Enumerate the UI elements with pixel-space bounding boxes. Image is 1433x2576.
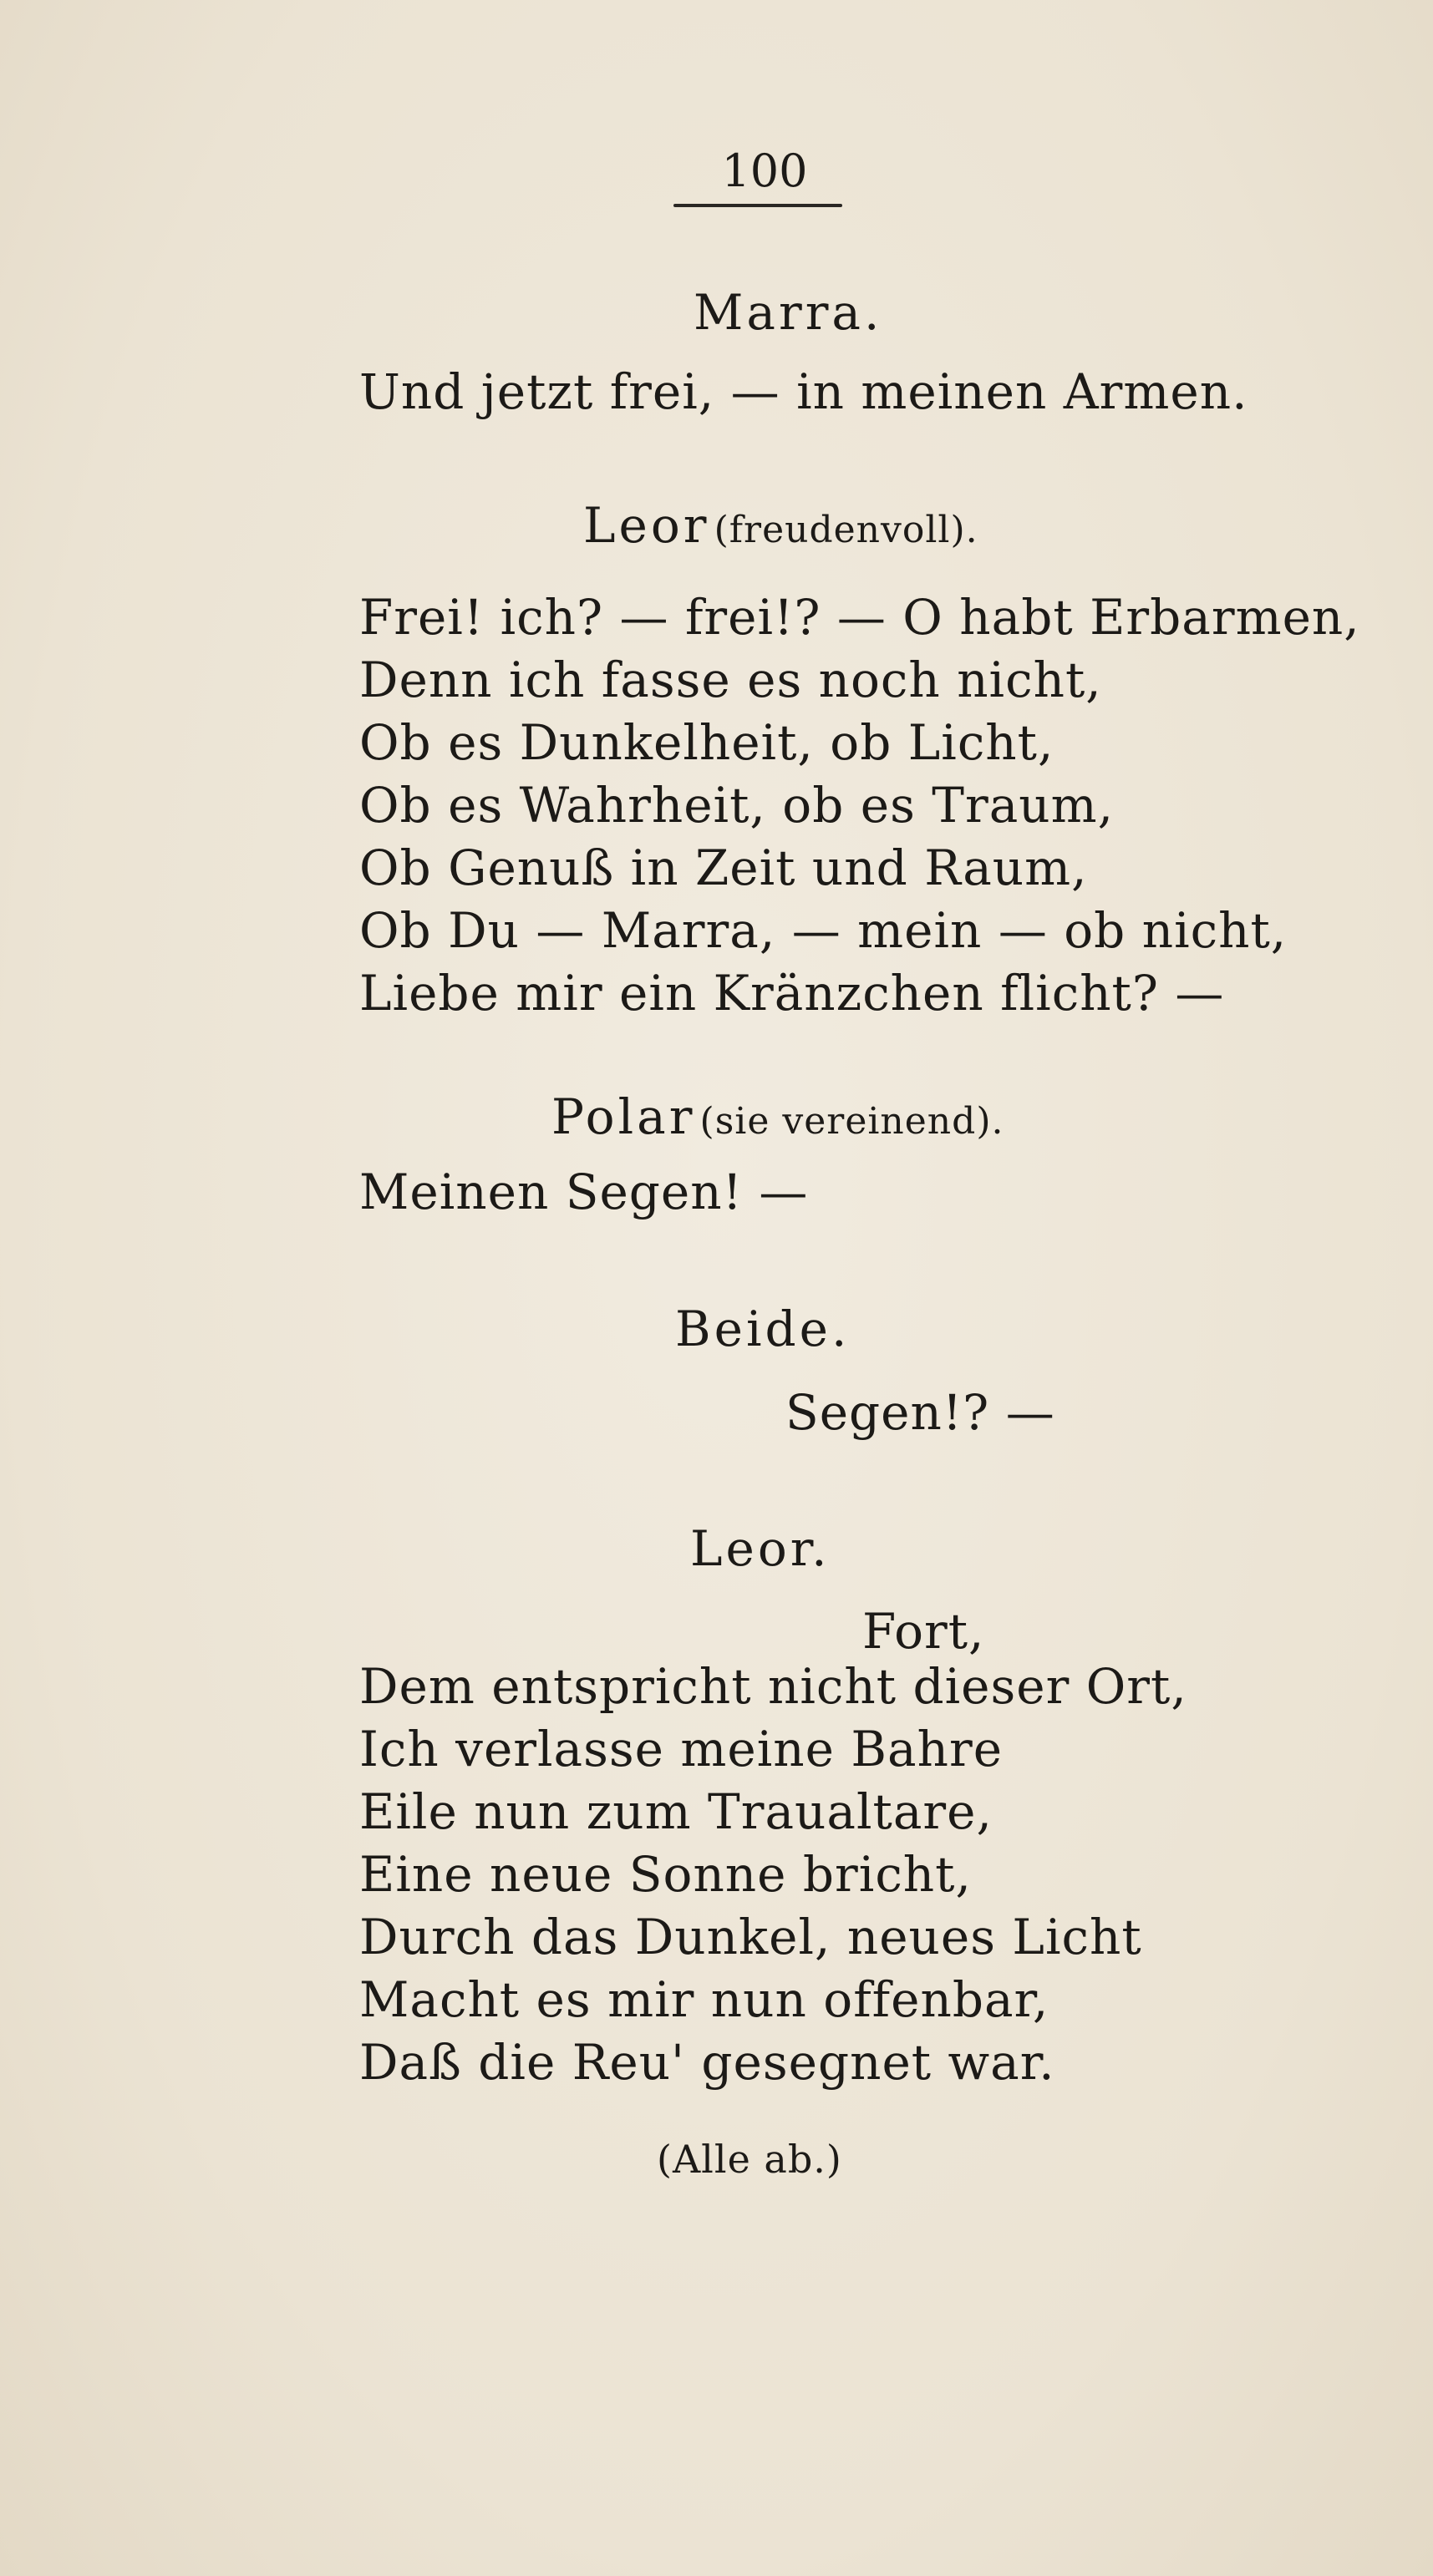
- verse-line: Fort,: [862, 1603, 985, 1660]
- verse-line: Eile nun zum Traualtare,: [359, 1783, 993, 1840]
- verse-line: Denn ich fasse es noch nicht,: [359, 652, 1102, 708]
- verse-line: Daß die Reu' gesegnet war.: [359, 2034, 1055, 2091]
- page-number: 100: [721, 145, 808, 197]
- stage-direction: (freudenvoll).: [714, 509, 978, 551]
- verse-line: Ob Genuß in Zeit und Raum,: [359, 839, 1088, 896]
- speaker-name: Polar: [551, 1088, 696, 1145]
- verse-line: Ich verlasse meine Bahre: [359, 1721, 1004, 1777]
- verse-line: Ob es Wahrheit, ob es Traum,: [359, 777, 1115, 834]
- verse-line: Meinen Segen! —: [359, 1164, 809, 1220]
- verse-line: Ob Du — Marra, — mein — ob nicht,: [359, 902, 1288, 959]
- speaker-name: Leor.: [690, 1520, 831, 1577]
- verse-line: Segen!? —: [785, 1384, 1055, 1441]
- exit-stage-direction: (Alle ab.): [657, 2137, 842, 2182]
- speaker-name: Marra.: [694, 284, 883, 341]
- verse-line: Dem entspricht nicht dieser Ort,: [359, 1658, 1187, 1715]
- stage-direction: (sie vereinend).: [699, 1100, 1004, 1143]
- verse-line: Liebe mir ein Kränzchen flicht? —: [359, 965, 1225, 1022]
- speaker-name: Leor: [583, 497, 710, 554]
- speaker-heading: [583, 497, 978, 554]
- verse-line: Eine neue Sonne bricht,: [359, 1846, 972, 1903]
- verse-line: Ob es Dunkelheit, ob Licht,: [359, 714, 1054, 771]
- speaker-heading: [551, 1088, 1004, 1145]
- verse-line: Macht es mir nun offenbar,: [359, 1971, 1049, 2028]
- verse-line: Und jetzt frei, — in meinen Armen.: [359, 363, 1248, 420]
- speaker-name: Beide.: [675, 1301, 851, 1357]
- header-rule: [673, 204, 842, 207]
- verse-line: Frei! ich? — frei!? — O habt Erbarmen,: [359, 589, 1360, 646]
- verse-line: Durch das Dunkel, neues Licht: [359, 1909, 1142, 1965]
